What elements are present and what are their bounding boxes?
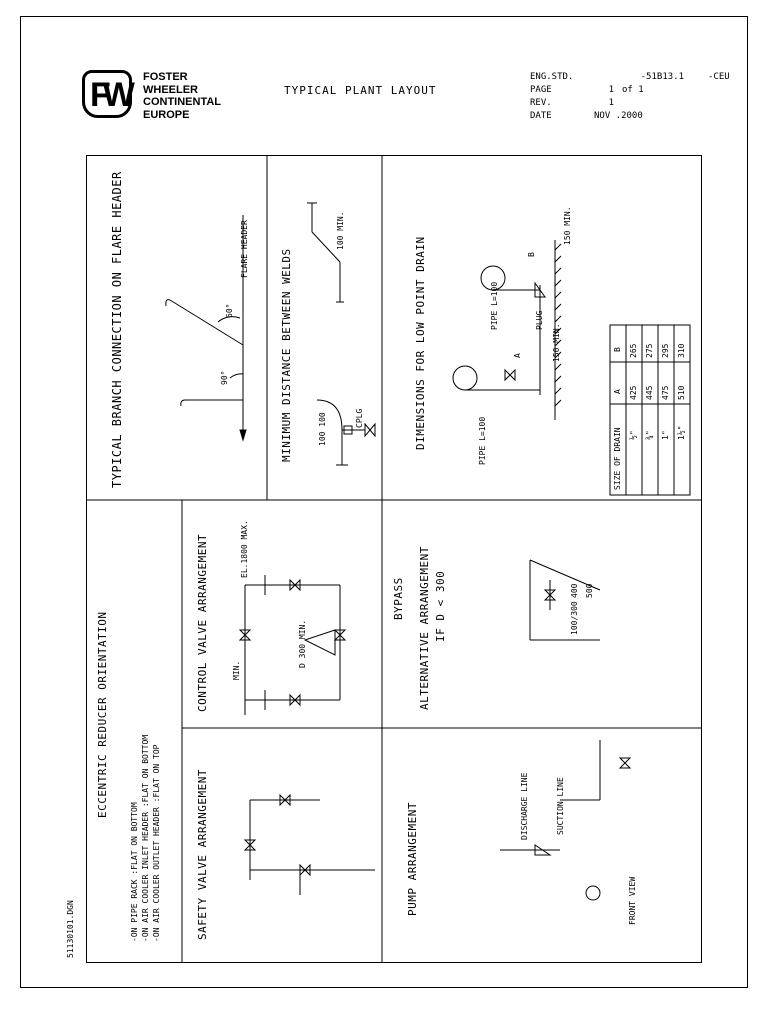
- reducer-title: ECCENTRIC REDUCER ORIENTATION: [96, 611, 109, 818]
- front-view-label: FRONT VIEW: [628, 876, 637, 925]
- page-label: PAGE: [530, 85, 552, 95]
- angle-90: 90°: [220, 370, 229, 385]
- drain-title: DIMENSIONS FOR LOW POINT DRAIN: [414, 236, 427, 450]
- bypass-dim-100-300: 100/300: [570, 601, 579, 635]
- d-min-label: D 300 MIN.: [298, 619, 307, 668]
- table-row-size: ¾": [645, 430, 654, 440]
- company-line: EUROPE: [143, 108, 190, 121]
- rev-value: 1: [608, 98, 614, 108]
- table-header-b: B: [613, 347, 622, 352]
- table-row-b: 265: [629, 343, 638, 358]
- min150-label-2: 150 MIN.: [563, 206, 572, 245]
- reducer-line: -ON PIPE RACK :FLAT ON BOTTOM: [130, 802, 139, 942]
- eng-std-label: ENG.STD.: [530, 72, 574, 82]
- table-row-b: 275: [645, 343, 654, 358]
- discharge-label: DISCHARGE LINE: [520, 772, 529, 840]
- plug-label: PLUG: [535, 310, 544, 330]
- eng-std-suffix: -CEU: [708, 72, 730, 82]
- angle-60: 60°: [225, 303, 234, 318]
- company-line: CONTINENTAL: [143, 96, 222, 108]
- bypass-title: BYPASS: [392, 577, 405, 620]
- bypass-subtitle: ALTERNATIVE ARRANGEMENT: [418, 546, 431, 710]
- bypass-dim-400: 400: [570, 583, 579, 598]
- reducer-line: -ON AIR COOLER INLET HEADER :FLAT ON BOTTOM: [141, 734, 150, 942]
- min-label: MIN.: [232, 660, 241, 680]
- suction-label: SUCTION LINE: [556, 777, 565, 835]
- reducer-line: -ON AIR COOLER OUTLET HEADER :FLAT ON TOP: [152, 744, 161, 942]
- flare-header-label: FLARE HEADER: [240, 220, 249, 278]
- dim-a: A: [513, 353, 522, 358]
- table-row-a: 425: [629, 385, 638, 400]
- table-row-size: 1": [661, 430, 670, 440]
- document-id: 51130101.DGN: [66, 900, 75, 958]
- branch-title: TYPICAL BRANCH CONNECTION ON FLARE HEADER: [110, 171, 124, 488]
- welds-title: MINIMUM DISTANCE BETWEEN WELDS: [280, 248, 293, 462]
- table-row-a: 445: [645, 385, 654, 400]
- logo-text: FW: [90, 76, 127, 114]
- table-row-size: 1½": [677, 425, 686, 440]
- table-row-b: 310: [677, 343, 686, 358]
- table-header-a: A: [613, 389, 622, 394]
- control-title: CONTROL VALVE ARRANGEMENT: [196, 533, 209, 712]
- cplg-label: CPLG: [355, 408, 364, 428]
- page-of: of 1: [622, 85, 644, 95]
- company-line: WHEELER: [143, 83, 198, 96]
- bypass-dim-500: 500: [585, 583, 594, 598]
- table-row-a: 475: [661, 385, 670, 400]
- safety-title: SAFETY VALVE ARRANGEMENT: [196, 769, 209, 940]
- company-line: FOSTER: [143, 71, 188, 83]
- bypass-subtitle2: IF D < 300: [434, 570, 447, 642]
- rev-label: REV.: [530, 98, 552, 108]
- el-max-label: EL.1800 MAX.: [240, 520, 249, 578]
- table-row-a: 510: [677, 385, 686, 400]
- page-value: 1: [608, 85, 614, 95]
- table-row-size: ½": [629, 430, 638, 440]
- pipe-label-1: PIPE L=100: [478, 416, 487, 465]
- weld-dim-100min: 100 MIN.: [336, 211, 345, 250]
- weld-dim-100-100: 100 100: [318, 412, 327, 446]
- dim-b: B: [527, 252, 536, 257]
- date-value: NOV .2000: [594, 111, 643, 121]
- date-label: DATE: [530, 111, 552, 121]
- table-row-b: 295: [661, 343, 670, 358]
- pipe-label-2: PIPE L=100: [490, 281, 499, 330]
- eng-std-value: -51B13.1: [640, 72, 684, 82]
- document-title: TYPICAL PLANT LAYOUT: [284, 84, 437, 97]
- pump-title: PUMP ARRANGEMENT: [406, 802, 419, 916]
- table-header-size: SIZE OF DRAIN: [613, 427, 622, 490]
- min150-label: 150 MIN.: [552, 323, 561, 362]
